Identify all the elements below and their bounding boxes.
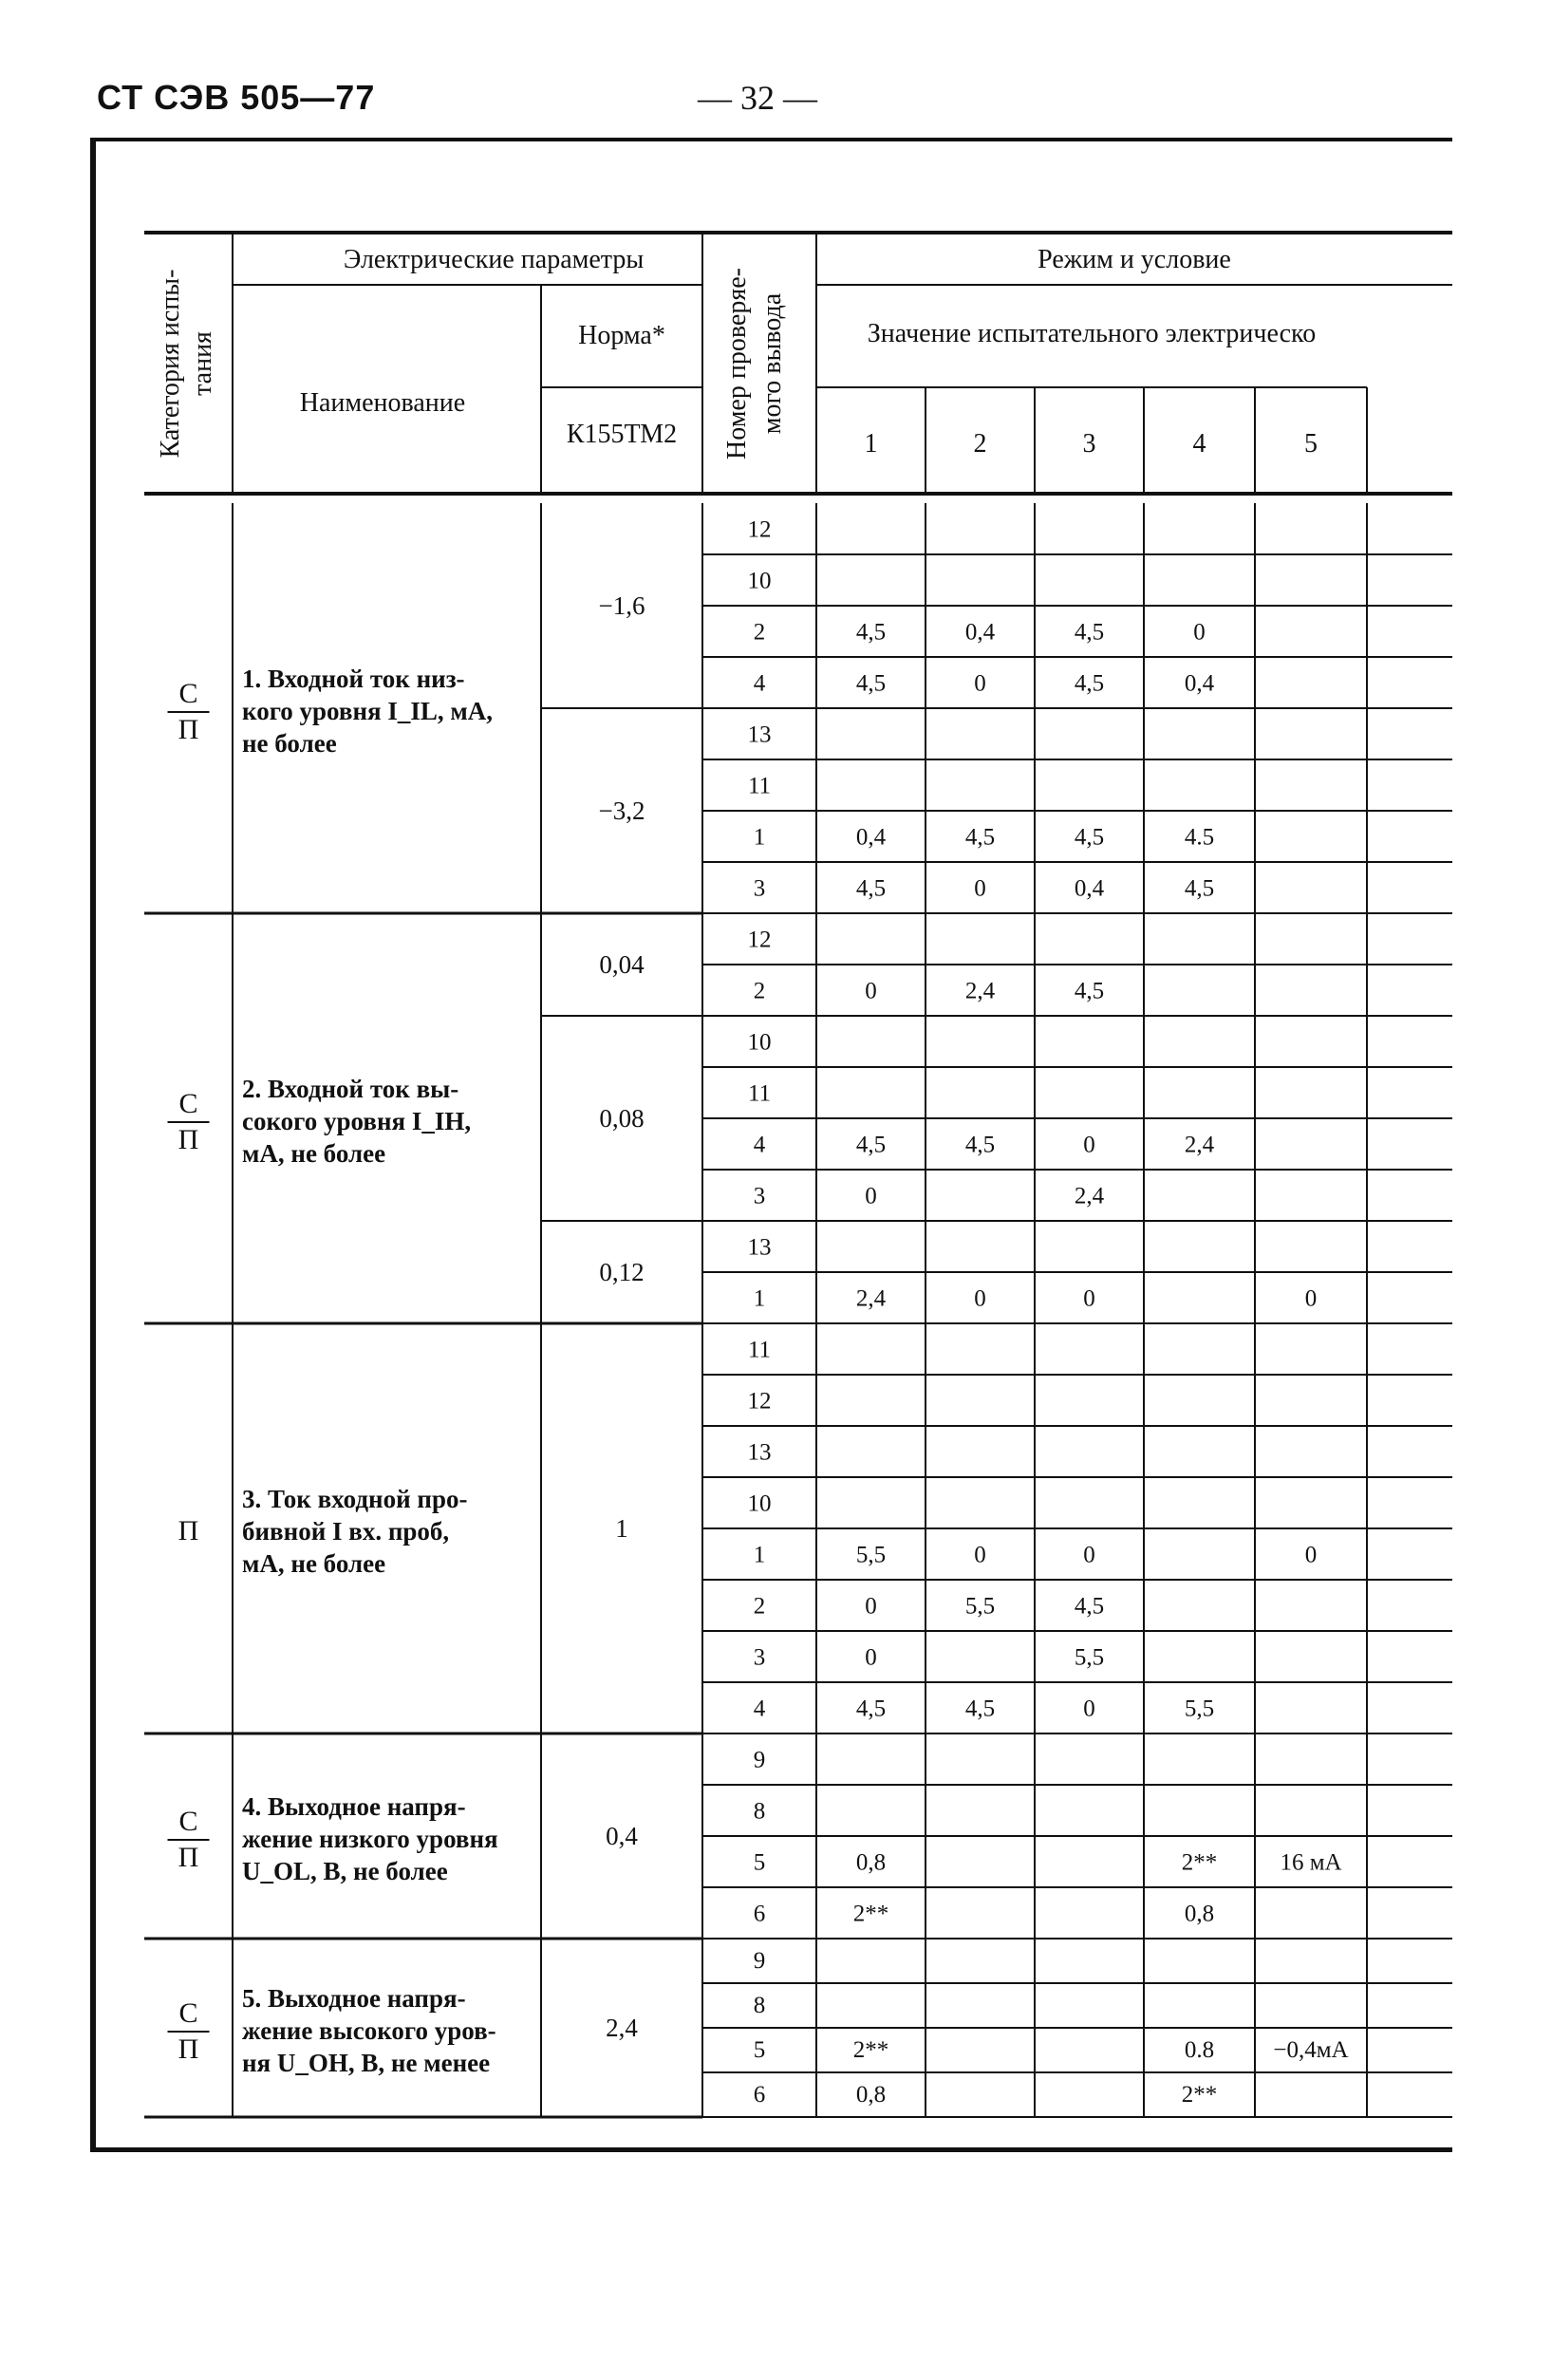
test-value: 0 xyxy=(974,670,986,697)
test-category: П xyxy=(178,1515,199,1546)
test-value: 5,5 xyxy=(855,1542,887,1568)
pin-number: 10 xyxy=(747,568,772,594)
test-value: 0,4 xyxy=(964,619,996,646)
value-col-header: 2 xyxy=(973,429,987,459)
parameter-name: бивной I вх. проб, xyxy=(242,1517,450,1546)
category-header: Категория испы- xyxy=(156,269,185,459)
norm-value: 0,12 xyxy=(599,1258,645,1286)
norm-value: 0,04 xyxy=(599,950,645,979)
test-value: 0 xyxy=(865,1593,877,1620)
pin-number: 12 xyxy=(747,516,772,543)
test-value: 0 xyxy=(974,1285,986,1312)
test-value: 5,5 xyxy=(964,1593,996,1620)
test-category: П xyxy=(178,1124,199,1155)
test-value: 2,4 xyxy=(855,1285,887,1312)
category-header: тания xyxy=(188,331,217,396)
test-value: 0 xyxy=(1083,1696,1095,1722)
test-category: П xyxy=(178,714,199,745)
test-value: 4,5 xyxy=(964,1696,996,1722)
test-value: 0,8 xyxy=(1184,1901,1215,1927)
test-value: 4,5 xyxy=(1074,824,1105,851)
pin-number: 11 xyxy=(747,1080,772,1107)
parameter-name: U_OL, В, не более xyxy=(242,1857,448,1885)
test-value: 4,5 xyxy=(1074,978,1105,1004)
pin-header: мого вывода xyxy=(757,292,787,435)
pin-number: 13 xyxy=(747,721,772,748)
test-value: 0 xyxy=(1193,619,1206,646)
pin-number: 13 xyxy=(747,1234,772,1261)
pin-number: 10 xyxy=(747,1490,772,1517)
test-value: 2,4 xyxy=(1184,1132,1215,1158)
test-value: 4.5 xyxy=(1184,824,1215,851)
test-value: 4,5 xyxy=(855,670,887,697)
test-value: 2,4 xyxy=(964,978,996,1004)
test-value: 0,8 xyxy=(855,2082,887,2108)
pin-number: 2 xyxy=(753,619,766,646)
electrical-params-header: Электрические параметры xyxy=(343,245,645,274)
parameter-name: не более xyxy=(242,729,337,758)
test-value: 16 мА xyxy=(1280,1849,1342,1876)
test-value: 4,5 xyxy=(855,1132,887,1158)
pin-number: 12 xyxy=(747,1388,772,1415)
pin-number: 9 xyxy=(753,1747,766,1773)
test-value: 2** xyxy=(1181,1849,1218,1876)
test-value: 4,5 xyxy=(1074,670,1105,697)
test-category: П xyxy=(178,2033,199,2065)
parameter-name: 3. Ток входной про- xyxy=(242,1485,468,1513)
pin-number: 4 xyxy=(753,1696,766,1722)
test-value: 0 xyxy=(974,1542,986,1568)
pin-number: 12 xyxy=(747,927,772,953)
pin-number: 4 xyxy=(753,670,766,697)
pin-number: 13 xyxy=(747,1439,772,1466)
test-category: С xyxy=(178,1806,198,1837)
test-value: 0 xyxy=(1304,1542,1318,1568)
pin-number: 6 xyxy=(753,1901,766,1927)
norm-type-header: К155ТМ2 xyxy=(566,420,678,449)
test-value: 0 xyxy=(865,978,877,1004)
test-value: 2** xyxy=(1181,2082,1218,2108)
test-value: 4,5 xyxy=(855,1696,887,1722)
norm-value: −3,2 xyxy=(598,796,645,825)
value-col-header: 5 xyxy=(1304,429,1318,459)
pin-number: 5 xyxy=(753,1849,766,1876)
pin-number: 2 xyxy=(753,978,766,1004)
norm-value: 1 xyxy=(615,1514,628,1543)
pin-header: Номер проверяе- xyxy=(722,268,752,459)
test-value: 0 xyxy=(865,1183,877,1209)
pin-number: 10 xyxy=(747,1029,772,1056)
test-value: 4,5 xyxy=(1184,875,1215,902)
norm-value: −1,6 xyxy=(598,591,645,620)
test-value: 4,5 xyxy=(964,1132,996,1158)
pin-number: 3 xyxy=(753,1183,766,1209)
pin-number: 11 xyxy=(747,1337,772,1363)
parameter-name: жение высокого уров- xyxy=(242,2016,496,2045)
test-category: П xyxy=(178,1842,199,1873)
test-value: 0 xyxy=(1083,1132,1095,1158)
parameter-name: кого уровня I_IL, мА, xyxy=(242,697,494,725)
test-value: 4,5 xyxy=(1074,619,1105,646)
name-header: Наименование xyxy=(299,388,466,418)
page-number: — 32 — xyxy=(698,79,817,117)
test-value: 0 xyxy=(1304,1285,1318,1312)
pin-number: 5 xyxy=(753,2037,766,2064)
test-value: 0,8 xyxy=(855,1849,887,1876)
test-value: 0.8 xyxy=(1184,2037,1215,2064)
pin-number: 6 xyxy=(753,2082,766,2108)
pin-number: 3 xyxy=(753,875,766,902)
norm-value: 0,08 xyxy=(599,1104,645,1133)
pin-number: 9 xyxy=(753,1948,766,1975)
test-value: 4,5 xyxy=(855,875,887,902)
test-value: 0 xyxy=(865,1644,877,1671)
test-value: 0,4 xyxy=(1184,670,1215,697)
parameter-name: 2. Входной ток вы- xyxy=(242,1075,459,1103)
parameter-name: жение низкого уровня xyxy=(242,1825,498,1853)
test-value: 2,4 xyxy=(1074,1183,1105,1209)
pin-number: 1 xyxy=(753,1285,766,1312)
parameter-name: ня U_OH, В, не менее xyxy=(242,2049,491,2077)
test-value: 4,5 xyxy=(1074,1593,1105,1620)
test-value-header: Значение испытательного электрическо xyxy=(867,319,1317,348)
test-category: С xyxy=(178,1088,198,1119)
parameter-name: 4. Выходное напря- xyxy=(242,1792,466,1821)
test-value: 4,5 xyxy=(855,619,887,646)
parameter-name: мА, не более xyxy=(242,1139,386,1168)
norm-header: Норма* xyxy=(578,321,665,350)
test-value: 0 xyxy=(974,875,986,902)
test-value: 0 xyxy=(1083,1542,1095,1568)
value-col-header: 4 xyxy=(1192,429,1206,459)
test-category: С xyxy=(178,1997,198,2029)
test-value: 5,5 xyxy=(1184,1696,1215,1722)
test-value: 5,5 xyxy=(1074,1644,1105,1671)
mode-header: Режим и условие xyxy=(1038,245,1231,274)
test-value: 0 xyxy=(1083,1285,1095,1312)
parameter-name: мА, не более xyxy=(242,1549,386,1578)
norm-value: 0,4 xyxy=(606,1822,638,1850)
standard-designation: СТ СЭВ 505—77 xyxy=(97,78,376,117)
pin-number: 1 xyxy=(753,1542,766,1568)
parameter-name: сокого уровня I_IH, xyxy=(242,1107,472,1135)
test-value: 4,5 xyxy=(964,824,996,851)
test-value: 0,4 xyxy=(1074,875,1105,902)
parameter-name: 5. Выходное напря- xyxy=(242,1984,466,2013)
test-value: −0,4мА xyxy=(1273,2037,1349,2064)
value-col-header: 1 xyxy=(864,429,878,459)
pin-number: 8 xyxy=(753,1993,766,2019)
parameter-name: 1. Входной ток низ- xyxy=(242,665,465,693)
pin-number: 8 xyxy=(753,1798,766,1825)
test-value: 2** xyxy=(852,1901,889,1927)
pin-number: 11 xyxy=(747,773,772,799)
norm-value: 2,4 xyxy=(606,2014,638,2042)
test-category: С xyxy=(178,678,198,709)
pin-number: 4 xyxy=(753,1132,766,1158)
pin-number: 1 xyxy=(753,824,766,851)
test-value: 2** xyxy=(852,2037,889,2064)
value-col-header: 3 xyxy=(1082,429,1096,459)
pin-number: 3 xyxy=(753,1644,766,1671)
test-value: 0,4 xyxy=(855,824,887,851)
pin-number: 2 xyxy=(753,1593,766,1620)
